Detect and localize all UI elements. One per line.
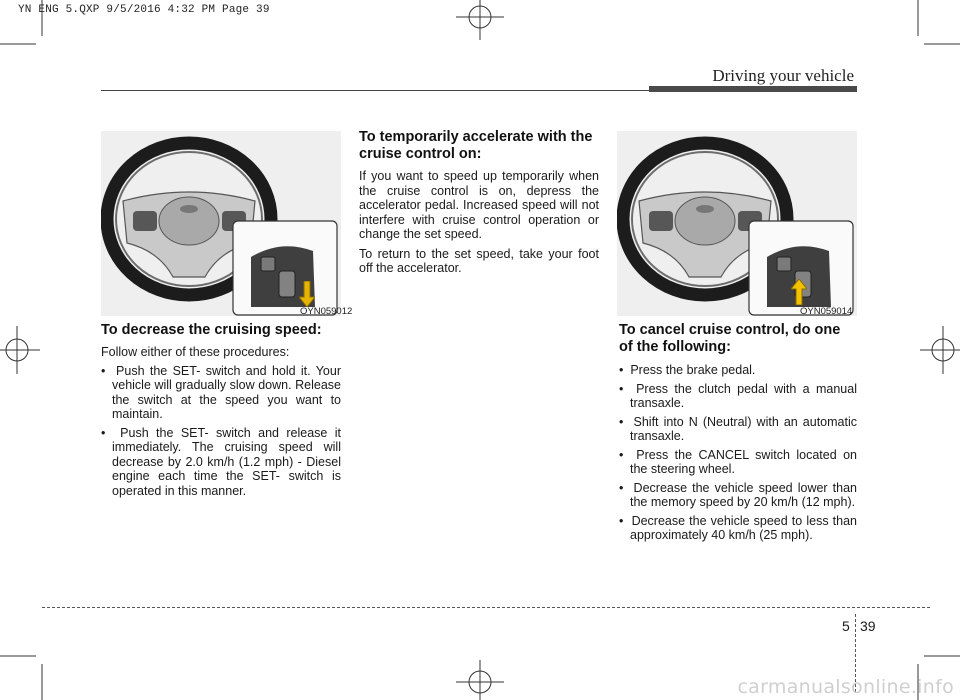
- column-left: [101, 322, 341, 502]
- list-item: • Decrease the vehicle speed lower than the memory speed by 20 km/h (12 mph).: [619, 481, 857, 510]
- column-middle: [359, 129, 599, 276]
- registration-mark-left: [0, 320, 44, 380]
- watermark: carmanualsonline.info: [737, 676, 954, 698]
- steering-wheel-illustration: [617, 131, 857, 316]
- decrease-heading: To decrease the cruising speed:: [101, 322, 322, 338]
- footer-rule: [42, 607, 930, 608]
- page-number: 39: [860, 618, 876, 634]
- cancel-heading: To cancel cruise control, do one of the following:: [619, 322, 841, 355]
- registration-mark-bottom: [450, 656, 510, 700]
- arrow-down-icon: [299, 281, 315, 307]
- header-rule: [101, 90, 649, 91]
- arrow-up-icon: [791, 279, 807, 305]
- section-number: 5: [842, 618, 850, 634]
- list-item: • Push the SET- switch and release it immediately. The cruising speed will decrease by 2.0 km/h (1.2 mph) - Diesel engine each time the SET- switch is operated in this manner.: [101, 426, 341, 499]
- list-item: • Press the clutch pedal with a manual transaxle.: [619, 382, 857, 411]
- column-right: [619, 322, 857, 547]
- accelerate-paragraph: If you want to speed up temporarily when the cruise control is on, depress the accelerator pedal. Increased speed will not interfere with cruise control operation or change the set speed.: [359, 169, 599, 241]
- list-item: • Push the SET- switch and hold it. Your vehicle will gradually slow down. Release the switch at the speed you want to maintain.: [101, 364, 341, 422]
- section-title: Driving your vehicle: [712, 66, 854, 85]
- list-item: • Press the brake pedal.: [619, 363, 857, 378]
- list-item: • Decrease the vehicle speed to less than approximately 40 km/h (25 mph).: [619, 514, 857, 543]
- decrease-list: [101, 364, 341, 499]
- registration-mark-right: [916, 320, 960, 380]
- decrease-intro: Follow either of these procedures:: [101, 345, 290, 359]
- list-item: • Shift into N (Neutral) with an automatic transaxle.: [619, 415, 857, 444]
- list-item: • Press the CANCEL switch located on the steering wheel.: [619, 448, 857, 477]
- accelerate-paragraph: To return to the set speed, take your foot off the accelerator.: [359, 246, 599, 275]
- print-slug-line: YN ENG 5.QXP 9/5/2016 4:32 PM Page 39: [18, 4, 270, 16]
- header-bar: [649, 86, 857, 92]
- accelerate-heading: To temporarily accelerate with the cruise control on:: [359, 129, 593, 162]
- steering-wheel-figure-right: [617, 131, 857, 316]
- cancel-list: [619, 363, 857, 543]
- registration-mark-top: [450, 0, 510, 44]
- steering-wheel-figure-left: [101, 131, 341, 316]
- figure-code-right: OYN059014: [800, 306, 853, 317]
- figure-code-left: OYN059012: [300, 306, 353, 317]
